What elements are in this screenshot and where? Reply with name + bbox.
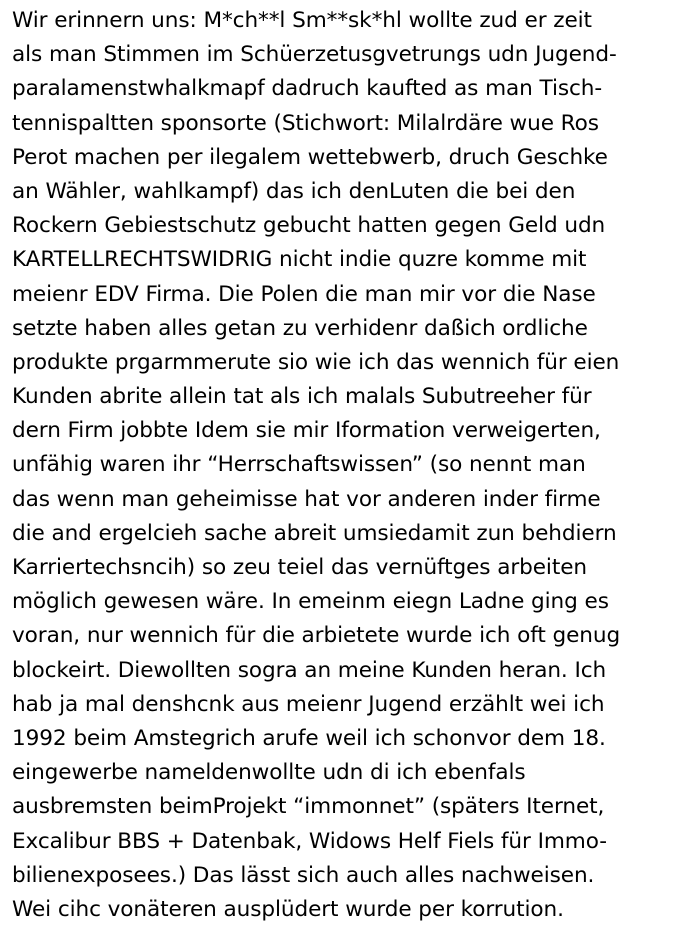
- text-line: 1992 beim Amstegrich arufe weil ich schonvor dem 18.: [12, 725, 606, 751]
- text-line: die and ergelcieh sache abreit umsiedamit zun behdiern: [12, 520, 617, 546]
- text-line: eingewerbe nameldenwollte udn di ich ebenfals: [12, 760, 526, 786]
- text-line: Kunden abrite allein tat als ich malals Subutreeher für: [12, 384, 592, 410]
- document-text: [12, 4, 680, 927]
- text-line: Excalibur BBS + Datenbak, Widows Helf Fiels für Immo-: [12, 828, 607, 854]
- text-line: paralamenstwhalkmapf dadruch kaufted as man Tisch-: [12, 76, 603, 102]
- text-line: tennispaltten sponsorte (Stichwort: Milalrdäre wue Ros: [12, 110, 599, 136]
- text-line: an Wähler, wahlkampf) das ich denLuten die bei den: [12, 178, 576, 204]
- text-line: setzte haben alles getan zu verhidenr daßich ordliche: [12, 315, 588, 341]
- text-line: das wenn man geheimisse hat vor anderen inder firme: [12, 486, 601, 512]
- text-line: unfähig waren ihr “Herrschaftswissen” (so nennt man: [12, 452, 586, 478]
- text-line: Wir erinnern uns: M*ch**l Sm**sk*hl wollte zud er zeit: [12, 8, 592, 33]
- text-line: Karriertechsncih) so zeu teiel das vernüftges arbeiten: [12, 555, 587, 580]
- text-line: Perot machen per ilegalem wettebwerb, druch Geschke: [12, 144, 608, 170]
- text-line: KARTELLRECHTSWIDRIG nicht indie quzre komme mit: [12, 247, 587, 273]
- text-line: als man Stimmen im Schüerzetusgvetrungs udn Jugend-: [12, 42, 617, 68]
- text-line: bilienexposees.) Das lässt sich auch alles nachweisen.: [12, 862, 595, 888]
- text-line: dern Firm jobbte Idem sie mir Iformation verweigerten,: [12, 418, 601, 444]
- text-line: Rockern Gebiestschutz gebucht hatten gegen Geld udn: [12, 213, 606, 239]
- text-line: hab ja mal denshcnk aus meienr Jugend erzählt wei ich: [12, 691, 605, 717]
- text-line: produkte prgarmmerute sio wie ich das wennich für eien: [12, 349, 620, 375]
- text-line: meienr EDV Firma. Die Polen die man mir vor die Nase: [12, 281, 596, 307]
- text-line: ausbremsten beimProjekt “immonnet” (späters Iternet,: [12, 794, 605, 820]
- text-line: voran, nur wennich für die arbietete wurde ich oft genug: [12, 623, 621, 649]
- text-line: blockeirt. Diewollten sogra an meine Kunden heran. Ich: [12, 657, 607, 683]
- text-line: Wei cihc vonäteren ausplüdert wurde per korrution.: [12, 896, 564, 922]
- text-line: möglich gewesen wäre. In emeinm eiegn Ladne ging es: [12, 589, 609, 615]
